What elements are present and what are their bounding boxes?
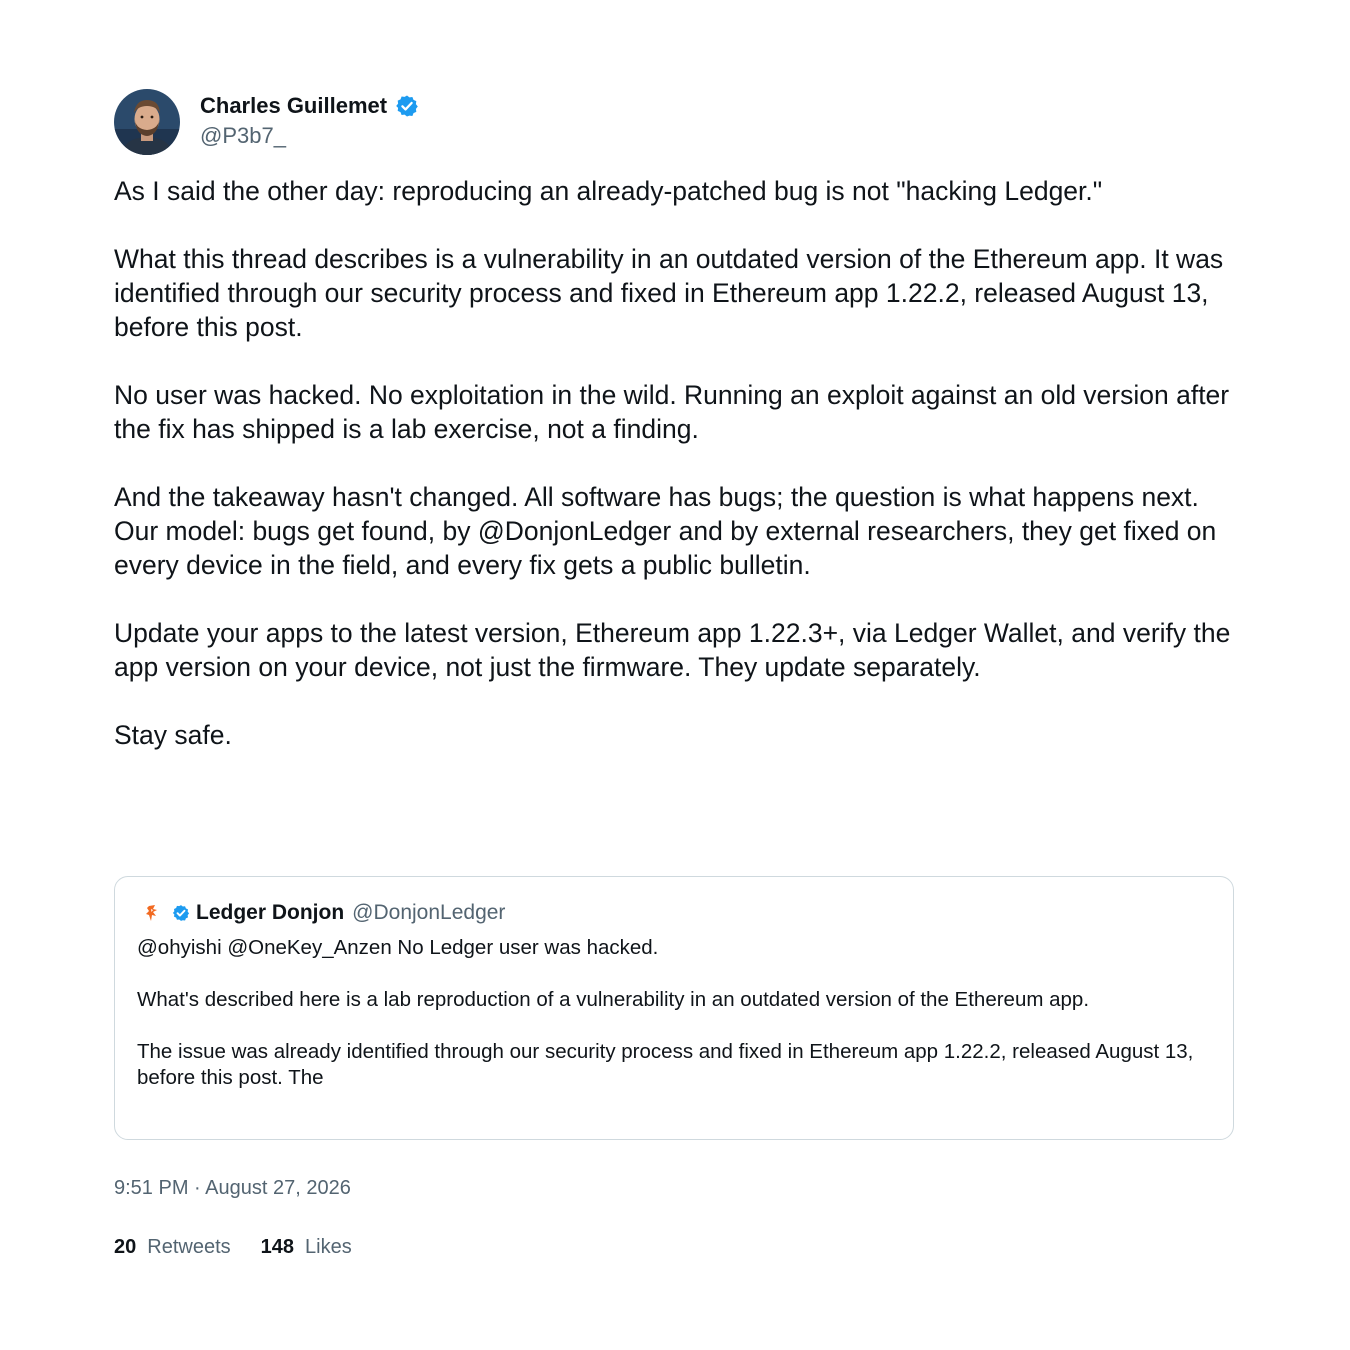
retweets-stat[interactable] — [114, 1235, 231, 1259]
quoted-tweet-paragraph: @ohyishi @OneKey_Anzen No Ledger user was hacked. — [137, 936, 659, 959]
tweet-paragraph: And the takeaway hasn't changed. All software has bugs; the question is what happens next. Our model: bugs get found, by @DonjonLedger and by external researchers, they get fixed on every device in the field, and every fix gets a public bulletin. — [114, 482, 1224, 580]
avatar[interactable] — [114, 89, 180, 155]
quoted-tweet-text — [137, 935, 1211, 1091]
tweet-timestamp[interactable]: 9:51 PM · August 27, 2026 — [114, 1177, 351, 1199]
quoted-tweet-paragraph: What's described here is a lab reproduction of a vulnerability in an outdated version of the Ethereum app. — [137, 988, 1090, 1011]
retweets-count: 20 — [114, 1236, 137, 1258]
quoted-tweet-author — [137, 901, 1211, 925]
verified-badge-icon — [395, 94, 419, 118]
tweet-paragraph: What this thread describes is a vulnerability in an outdated version of the Ethereum app. It was identified through our security process and fixed in Ethereum app 1.22.2, released August 13, before this post. — [114, 244, 1231, 342]
tweet — [114, 88, 1236, 752]
author-handle[interactable]: @P3b7_ — [200, 123, 286, 148]
verified-badge-icon — [172, 904, 190, 922]
quoted-author-handle[interactable]: @DonjonLedger — [352, 901, 506, 924]
tweet-paragraph: As I said the other day: reproducing an already-patched bug is not "hacking Ledger." — [114, 176, 1103, 206]
quoted-tweet-paragraph: The issue was already identified through our security process and fixed in Ethereum app 1.22.2, released August 13, before this post. The — [137, 1040, 1194, 1089]
likes-label: Likes — [305, 1236, 352, 1258]
tweet-paragraph: No user was hacked. No exploitation in the wild. Running an exploit against an old version after the fix has shipped is a lab exercise, not a finding. — [114, 380, 1237, 444]
likes-stat[interactable] — [261, 1235, 352, 1259]
tweet-paragraph: Stay safe. — [114, 720, 232, 750]
quoted-tweet[interactable] — [114, 876, 1234, 1140]
retweets-label: Retweets — [147, 1236, 231, 1258]
tweet-author — [114, 88, 1236, 156]
quoted-author-display-name[interactable]: Ledger Donjon — [196, 901, 345, 924]
donjon-logo-icon — [141, 902, 163, 924]
tweet-text — [114, 174, 1236, 752]
tweet-paragraph: Update your apps to the latest version, Ethereum app 1.22.3+, via Ledger Wallet, and verify the app version on your device, not just the firmware. They update separately. — [114, 618, 1238, 682]
author-display-name[interactable]: Charles Guillemet — [200, 93, 388, 118]
likes-count: 148 — [260, 1236, 294, 1258]
tweet-stats — [114, 1235, 382, 1259]
